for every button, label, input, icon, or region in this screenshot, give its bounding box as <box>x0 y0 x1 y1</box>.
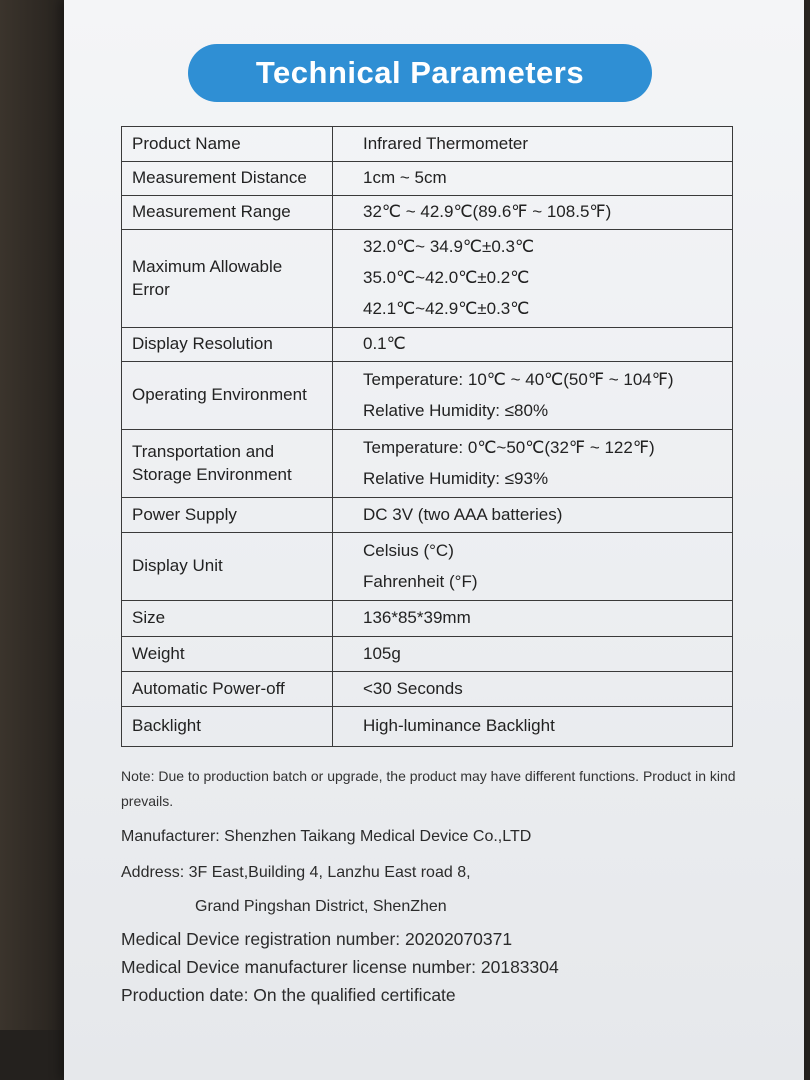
row-label: Display Unit <box>122 533 333 601</box>
note-text: Note: Due to production batch or upgrade, the product may have different functions. Product in kind prevails. <box>121 768 736 809</box>
value-line: Relative Humidity: ≤93% <box>363 468 549 488</box>
row-value: 0.1℃ <box>333 328 733 362</box>
row-value: Infrared Thermometer <box>333 127 733 162</box>
row-value: High-luminance Backlight <box>333 707 733 747</box>
page-title: Technical Parameters <box>255 55 585 90</box>
row-label: Weight <box>122 637 333 672</box>
row-value: <30 Seconds <box>333 672 733 707</box>
table-row <box>122 196 733 230</box>
table-row <box>122 637 733 672</box>
row-label: Operating Environment <box>122 362 333 430</box>
table-row <box>122 127 733 162</box>
product-box-panel <box>64 0 804 1080</box>
address-line-2: Grand Pingshan District, ShenZhen <box>195 898 447 915</box>
production-date: Production date: On the qualified certificate <box>121 985 456 1005</box>
row-label: Transportation and Storage Environment <box>122 430 333 498</box>
row-value: DC 3V (two AAA batteries) <box>333 498 733 533</box>
value-line: Relative Humidity: ≤80% <box>363 400 549 420</box>
registration-number: Medical Device registration number: 20202070371 <box>121 929 513 949</box>
value-line: Temperature: 10℃ ~ 40℃(50℉ ~ 104℉) <box>363 369 674 389</box>
table-row <box>122 498 733 533</box>
table-row <box>122 672 733 707</box>
table-row <box>122 707 733 747</box>
row-value: 1cm ~ 5cm <box>333 162 733 196</box>
row-value <box>333 430 733 498</box>
table-row <box>122 230 733 328</box>
value-line: Fahrenheit (°F) <box>363 571 478 591</box>
row-value <box>333 230 733 328</box>
row-label: Automatic Power-off <box>122 672 333 707</box>
table-row <box>122 328 733 362</box>
parameters-table <box>121 126 733 747</box>
row-label: Backlight <box>122 707 333 747</box>
value-line: Temperature: 0℃~50℃(32℉ ~ 122℉) <box>363 437 655 457</box>
row-label: Display Resolution <box>122 328 333 362</box>
row-value: 105g <box>333 637 733 672</box>
address-line-1: Address: 3F East,Building 4, Lanzhu East road 8, <box>121 864 471 881</box>
table-row <box>122 162 733 196</box>
row-label: Product Name <box>122 127 333 162</box>
row-label: Power Supply <box>122 498 333 533</box>
row-value: 32℃ ~ 42.9℃(89.6℉ ~ 108.5℉) <box>333 196 733 230</box>
value-line: 32.0℃~ 34.9℃±0.3℃ <box>363 237 535 257</box>
value-line: Celsius (°C) <box>363 540 454 560</box>
table-row <box>122 430 733 498</box>
value-line: 42.1℃~42.9℃±0.3℃ <box>363 298 530 318</box>
row-value: 136*85*39mm <box>333 601 733 637</box>
row-label: Maximum Allowable Error <box>122 230 333 328</box>
value-line: 35.0℃~42.0℃±0.2℃ <box>363 268 530 288</box>
row-label: Size <box>122 601 333 637</box>
table-row <box>122 601 733 637</box>
table-row <box>122 533 733 601</box>
title-banner <box>188 44 652 102</box>
row-label: Measurement Range <box>122 196 333 230</box>
row-label: Measurement Distance <box>122 162 333 196</box>
license-number: Medical Device manufacturer license number: 20183304 <box>121 957 559 977</box>
row-value <box>333 533 733 601</box>
table-row <box>122 362 733 430</box>
row-value <box>333 362 733 430</box>
manufacturer-text: Manufacturer: Shenzhen Taikang Medical Device Co.,LTD <box>121 828 532 845</box>
